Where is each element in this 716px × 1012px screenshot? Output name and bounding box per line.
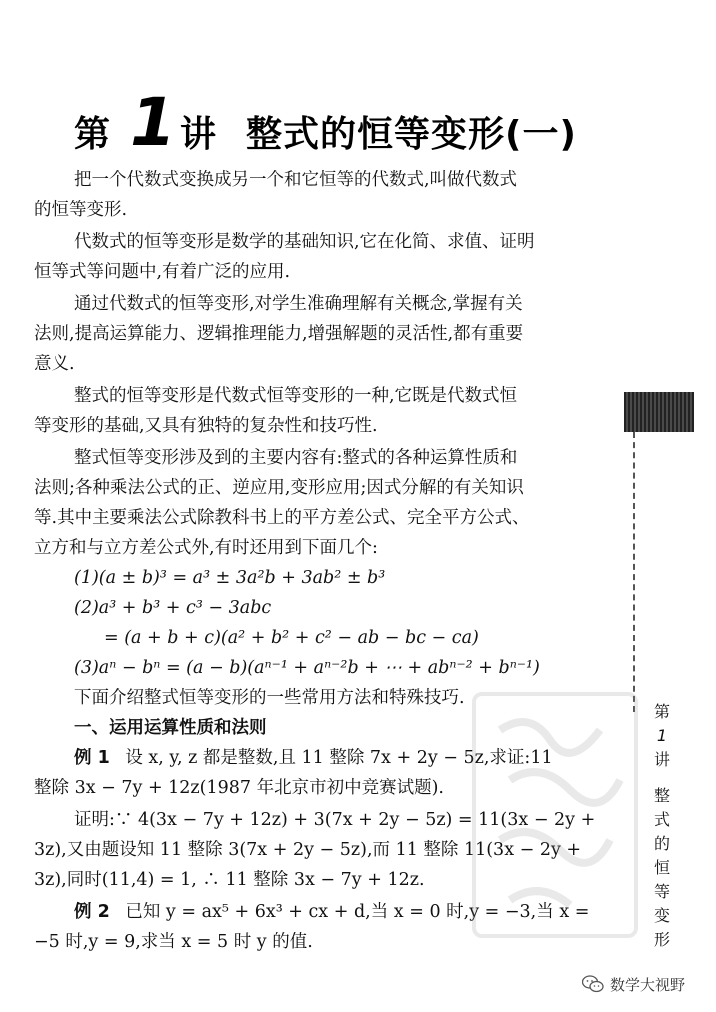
side-char: 1 [656, 726, 668, 745]
chapter-title [74, 84, 634, 164]
formula-1: (1)(a ± b)³ = a³ ± 3a²b + 3ab² ± b³ [74, 568, 386, 588]
formula-3: (3)aⁿ − bⁿ = (a − b)(aⁿ⁻¹ + aⁿ⁻²b + ⋯ + abⁿ⁻² + bⁿ⁻¹) [74, 658, 540, 678]
example-text: 设 x, y, z 都是整数,且 11 整除 7x + 2y − 5z,求证:11 [125, 748, 553, 768]
side-char: 变 [653, 906, 670, 925]
side-char: 整 [653, 786, 670, 805]
paragraph-line: 整式的恒等变形是代数式恒等变形的一种,它既是代数式恒 [74, 386, 518, 406]
formula-2: (2)a³ + b³ + c³ − 3abc [74, 598, 272, 618]
paragraph-line: 等.其中主要乘法公式除教科书上的平方差公式、完全平方公式、 [34, 508, 530, 528]
side-char: 等 [653, 882, 670, 901]
paragraph-line: 的恒等变形. [34, 200, 128, 220]
title-lecture: 讲 [180, 114, 218, 155]
side-char: 形 [653, 930, 670, 949]
side-tab-block [624, 392, 694, 432]
side-char: 的 [653, 834, 670, 853]
proof-line: 3z),同时(11,4) = 1, ∴ 11 整除 3x − 7y + 12z. [34, 870, 425, 890]
example-text: 已知 y = ax⁵ + 6x³ + cx + d,当 x = 0 时,y = −3,当 x = [125, 902, 590, 922]
example-text: 整除 3x − 7y + 12z(1987 年北京市初中竞赛试题). [34, 778, 444, 798]
paragraph-line: 恒等式等问题中,有着广泛的应用. [34, 262, 291, 282]
paragraph-line: 法则,提高运算能力、逻辑推理能力,增强解题的灵活性,都有重要 [34, 324, 524, 344]
side-chapter-label [648, 700, 676, 952]
title-prefix: 第 [74, 114, 112, 155]
example-label: 例 1 [74, 748, 110, 768]
paragraph-line: 等变形的基础,又具有独特的复杂性和技巧性. [34, 416, 378, 436]
formula-2-continued: = (a + b + c)(a² + b² + c² − ab − bc − ca) [104, 628, 479, 648]
side-char: 式 [653, 810, 670, 829]
watermark-text: 数学大视野 [610, 975, 686, 994]
intro-line: 下面介绍整式恒等变形的一些常用方法和特殊技巧. [74, 688, 465, 708]
side-spacer [648, 772, 676, 784]
wechat-watermark [582, 972, 685, 996]
side-char: 讲 [653, 750, 670, 769]
side-char: 恒 [653, 858, 670, 877]
side-divider [633, 432, 636, 712]
proof-line: 3z),又由题设知 11 整除 3(7x + 2y − 5z),而 11 整除 11(3x − 2y + [34, 840, 582, 860]
section-heading: 一、运用运算性质和法则 [74, 718, 267, 738]
chapter-number: 1 [130, 84, 176, 161]
paragraph-line: 意义. [34, 354, 75, 374]
example-text: −5 时,y = 9,求当 x = 5 时 y 的值. [34, 932, 313, 952]
paragraph-line: 法则;各种乘法公式的正、逆应用,变形应用;因式分解的有关知识 [34, 478, 524, 498]
paragraph-line: 把一个代数式变换成另一个和它恒等的代数式,叫做代数式 [74, 170, 518, 190]
proof-line: 证明:∵ 4(3x − 7y + 12z) + 3(7x + 2y − 5z) = 11(3x − 2y + [74, 810, 596, 830]
wechat-icon [582, 975, 604, 993]
paragraph-line: 代数式的恒等变形是数学的基础知识,它在化简、求值、证明 [74, 232, 535, 252]
paragraph-line: 通过代数式的恒等变形,对学生准确理解有关概念,掌握有关 [74, 294, 523, 314]
example-label: 例 2 [74, 902, 110, 922]
paragraph-line: 整式恒等变形涉及到的主要内容有:整式的各种运算性质和 [74, 448, 518, 468]
title-text: 整式的恒等变形(一) [246, 114, 577, 155]
seal-stamp [470, 690, 640, 940]
paragraph-line: 立方和与立方差公式外,有时还用到下面几个: [34, 538, 378, 558]
side-char: 第 [653, 702, 670, 721]
